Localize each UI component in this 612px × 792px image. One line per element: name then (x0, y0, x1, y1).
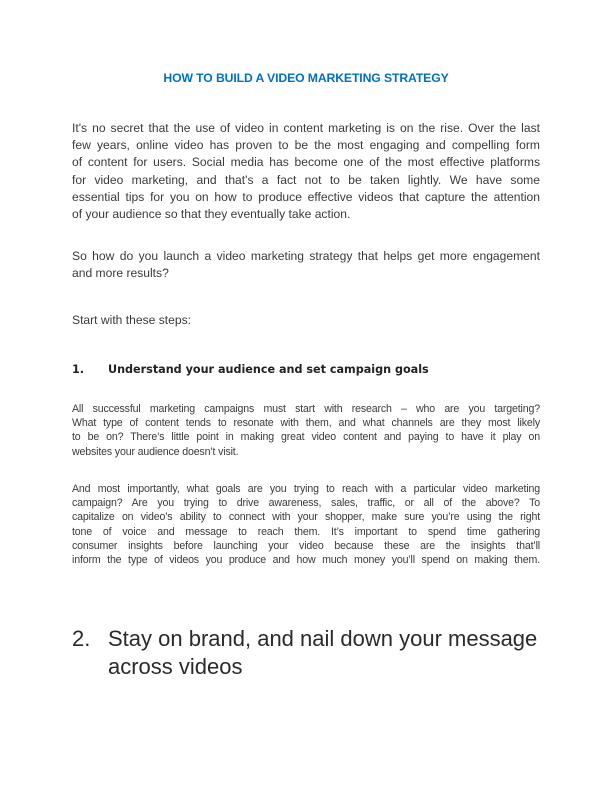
step-number: 1. (72, 363, 85, 376)
text-line: to be on? There’s little point in making great video content and paying to have it play on (72, 431, 540, 444)
text-line: and more results? (72, 266, 169, 281)
text-line: capitalize on video’s ability to connect with your shopper, make sure you’re using the right (72, 511, 540, 524)
start-text: Start with these steps: (72, 313, 191, 327)
text-line: tone of voice and message to reach them. It’s important to spend time gathering (72, 525, 540, 538)
text-line: What type of content tends to resonate with them, and what channels are they most likely (72, 417, 540, 430)
text-line: campaign? Are you trying to drive awareness, sales, traffic, or all of the above? To (72, 497, 540, 510)
text-line: All successful marketing campaigns must start with research – who are you targeting? (72, 403, 540, 415)
text-line: inform the type of videos you produce and how much money you’ll spend on making them. (72, 554, 540, 567)
heading-line: across videos (108, 654, 243, 679)
heading-line: Stay on brand, and nail down your message (108, 626, 538, 651)
text-line: And most importantly, what goals are you trying to reach with a particular video marketing (72, 483, 540, 495)
text-line: of content for users. Social media has become one of the most effective platforms (72, 155, 540, 170)
text-line: of your audience so that they eventually take action. (72, 207, 351, 222)
step-1-paragraph-1 (72, 402, 540, 459)
text-line: for video marketing, and that's a fact not to be taken lightly. We have some (72, 172, 540, 187)
step-heading-text (108, 625, 537, 681)
text-line: essential tips for you on how to produce effective videos that capture the attention (72, 189, 540, 204)
question-paragraph (72, 248, 540, 282)
text-line: consumer insights before launching your video because these are the insights that’ll (72, 539, 540, 552)
document-title: HOW TO BUILD A VIDEO MARKETING STRATEGY (163, 71, 449, 85)
step-heading-text: Understand your audience and set campaign goals (108, 363, 429, 376)
step-2-heading (72, 625, 538, 679)
step-1-paragraph-2 (72, 482, 540, 567)
step-1-heading (72, 363, 429, 376)
text-line: So how do you launch a video marketing strategy that helps get more engagement (72, 249, 540, 263)
text-line: few years, online video has proven to be the most engaging and compelling form (72, 138, 540, 153)
step-number: 2. (72, 626, 91, 651)
text-line: It's no secret that the use of video in content marketing is on the rise. Over the last (72, 121, 540, 135)
text-line: websites your audience doesn’t visit. (72, 445, 239, 458)
intro-paragraph (72, 120, 540, 223)
